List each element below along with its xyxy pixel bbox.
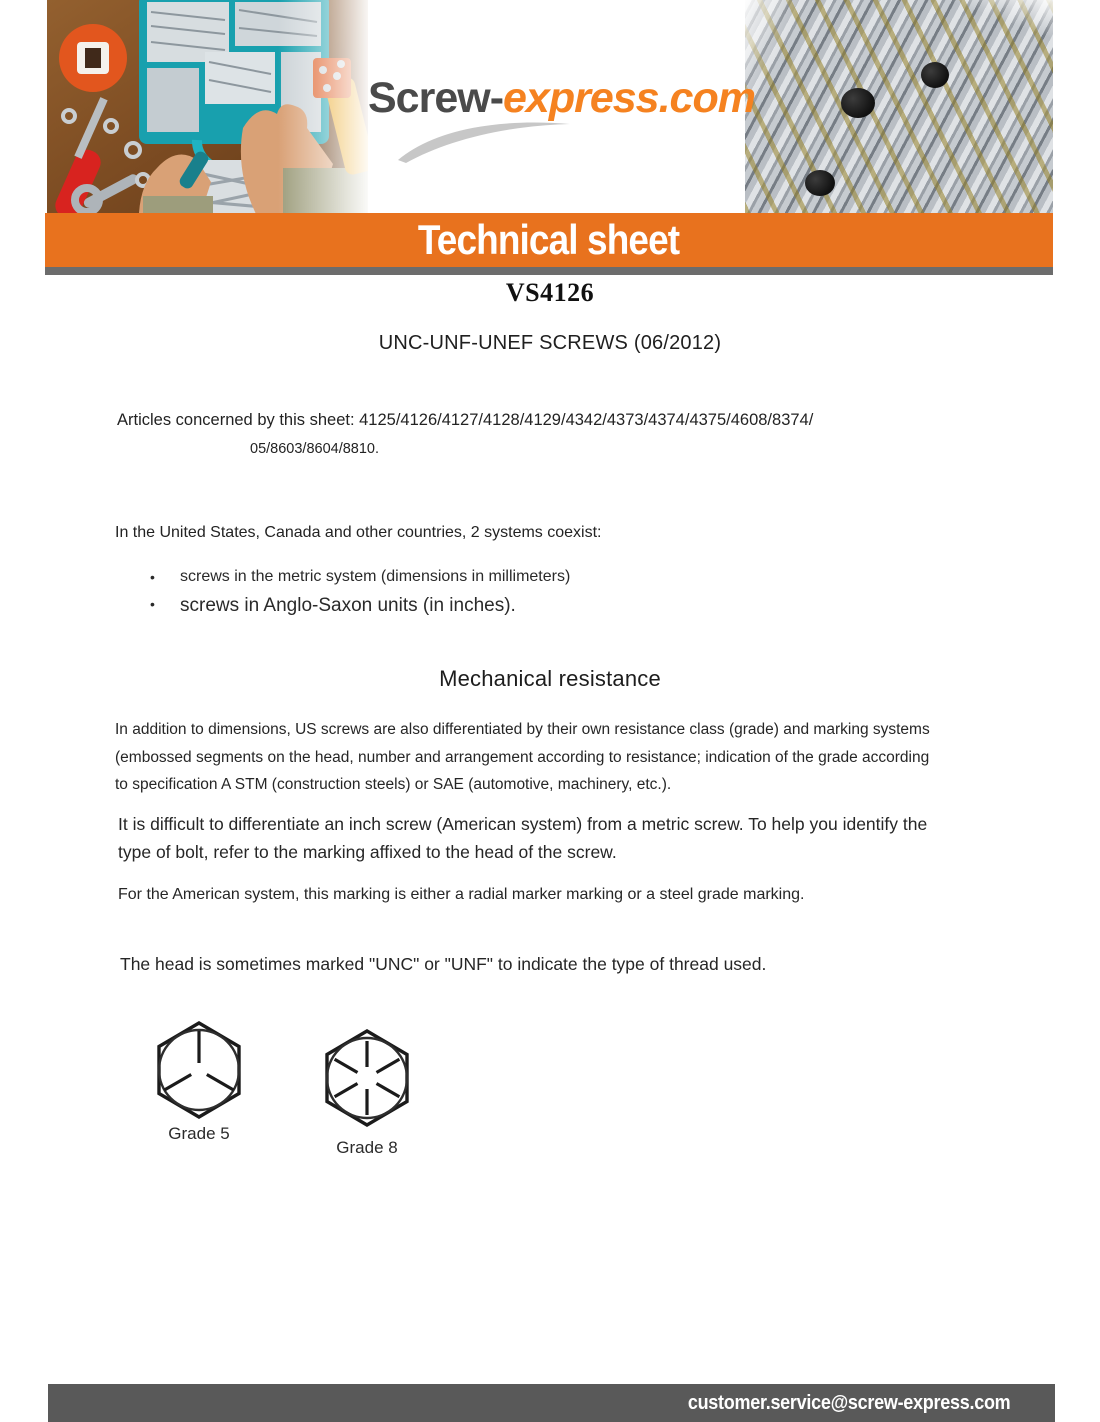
workbench-photo-illustration: [47, 0, 368, 213]
bullet-anglo-saxon: • screws in Anglo-Saxon units (in inches).: [150, 595, 570, 617]
grade-5-label: Grade 5: [168, 1124, 230, 1143]
logo-text-express: express.com: [503, 74, 755, 122]
grade-8-head-diagram: [317, 1028, 417, 1128]
grade-5-head-diagram: [149, 1020, 249, 1120]
paragraph-resistance-classes: In addition to dimensions, US screws are also differentiated by their own resistance class (grade) and marking systems (embossed segments on the head, number and arrangement according to resistance; indication of the grade according to specification A STM (construction steels) or SAE (automotive, machinery, etc.).: [115, 721, 930, 794]
articles-line1: Articles concerned by this sheet: 4125/4126/4127/4128/4129/4342/4373/4374/4375/4608/8374/: [117, 411, 814, 429]
banner-title: Technical sheet: [418, 216, 680, 263]
paragraph-differentiation: It is difficult to differentiate an inch screw (American system) from a metric screw. To help you identify the type of bolt, refer to the marking affixed to the head of the screw.: [118, 814, 928, 863]
articles-concerned: [117, 408, 967, 460]
grade-8-radial-marks: [335, 1041, 400, 1115]
articles-line2: 05/8603/8604/8810.: [250, 440, 380, 457]
logo-swoosh: [392, 112, 577, 164]
screw-head-dot: [921, 62, 949, 88]
intro-line: In the United States, Canada and other countries, 2 systems coexist:: [115, 524, 602, 541]
footer-email: customer.service@screw-express.com: [687, 1391, 1010, 1414]
paragraph-marking-types: For the American system, this marking is either a radial marker marking or a steel grade marking.: [118, 886, 805, 903]
systems-bullet-list: [150, 568, 570, 626]
grade-8-label: Grade 8: [336, 1138, 398, 1157]
workbench-photo: [47, 0, 368, 213]
footer-bar: [48, 1384, 1055, 1422]
bullet-metric: • screws in the metric system (dimensions in millimeters): [150, 568, 570, 586]
logo-text-screw: Screw-: [368, 74, 504, 122]
screw-head-dot: [841, 88, 875, 118]
document-subtitle: UNC-UNF-UNEF SCREWS (06/2012): [378, 332, 722, 354]
paragraph-head-marking: The head is sometimes marked "UNC" or "UNF" to indicate the type of thread used.: [120, 954, 767, 974]
grade-5-radial-marks: [164, 1031, 233, 1090]
screw-head-dot: [805, 170, 835, 196]
top-divider-bar: [45, 267, 1053, 275]
banner: [45, 213, 1053, 267]
document-code: VS4126: [505, 278, 595, 307]
section-heading: Mechanical resistance: [439, 666, 661, 691]
screws-pile-photo: [745, 0, 1053, 213]
